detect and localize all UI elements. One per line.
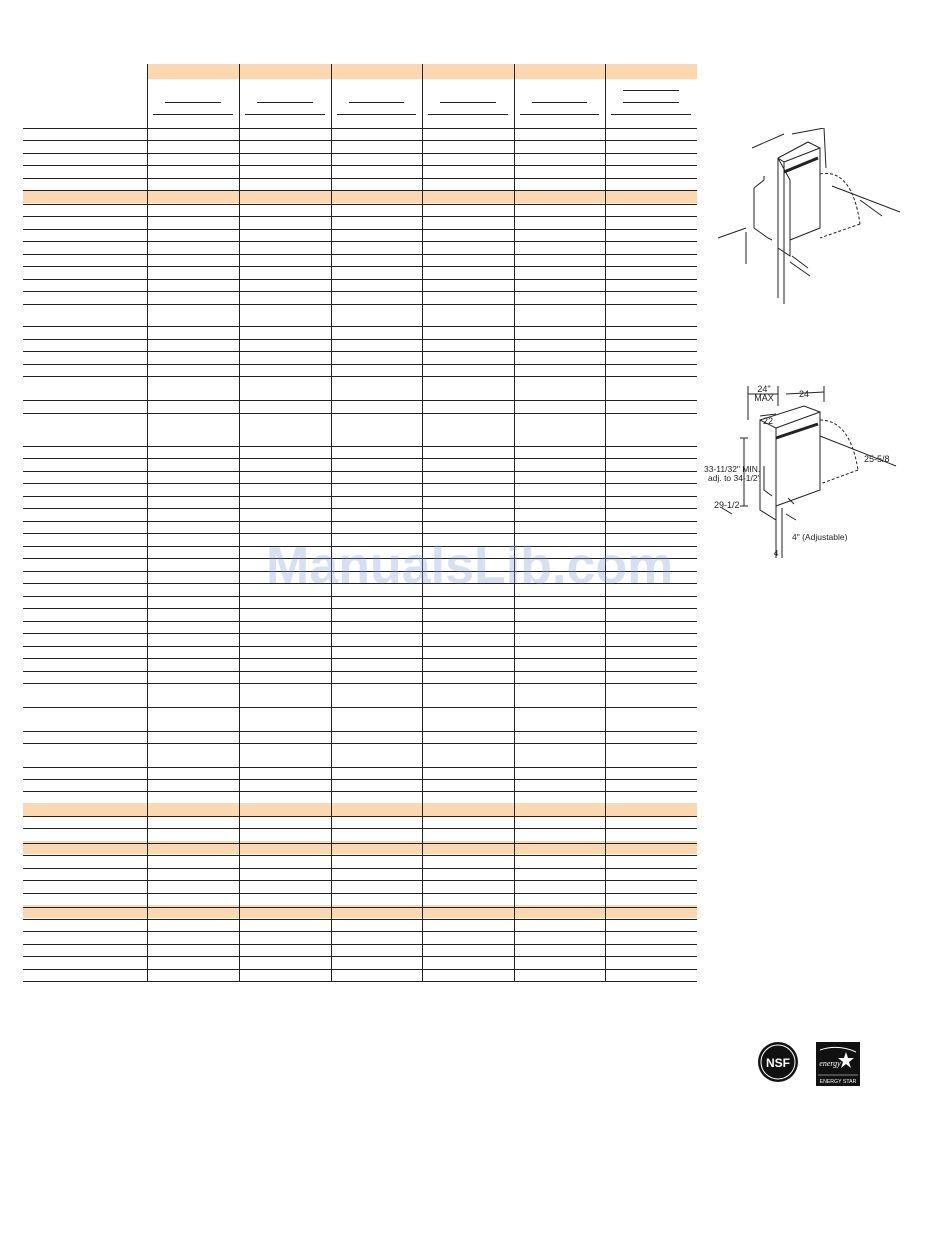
table-row-rule (23, 279, 697, 280)
height-adj-label: adj. to 34-1/2" (708, 473, 761, 483)
model-header-rule (440, 102, 496, 103)
model-header-rule (532, 102, 587, 103)
table-row-rule (23, 731, 697, 732)
table-row-rule (23, 633, 697, 634)
table-row-rule (23, 533, 697, 534)
door-swing-label: 25-5/8 (864, 454, 890, 464)
lower-height-label: 29-1/2 (714, 500, 740, 510)
table-row-rule (23, 376, 697, 377)
table-row-rule (23, 646, 697, 647)
table-row-rule (23, 919, 697, 920)
max-word-label: MAX (754, 393, 774, 403)
model-header-rule (337, 114, 416, 115)
table-row-rule (23, 178, 697, 179)
table-row-rule (23, 583, 697, 584)
table-row-rule (23, 521, 697, 522)
table-row-rule (23, 216, 697, 217)
table-row-rule (23, 558, 697, 559)
table-column-rule (514, 64, 515, 981)
table-row-rule (23, 743, 697, 744)
table-row-rule (23, 546, 697, 547)
model-header-rule (153, 114, 233, 115)
model-header-rule (428, 114, 508, 115)
table-row-rule (23, 351, 697, 352)
nsf-logo (756, 1040, 800, 1084)
table-row-rule (23, 304, 697, 305)
table-row-rule (23, 241, 697, 242)
table-row-rule (23, 931, 697, 932)
depth-label: 24 (798, 389, 810, 399)
table-row-rule (23, 254, 697, 255)
table-row-rule (23, 339, 697, 340)
table-column-rule (147, 64, 148, 981)
table-row-rule (23, 707, 697, 708)
table-row-rule (23, 128, 697, 129)
table-row-rule (23, 658, 697, 659)
table-column-rule (422, 64, 423, 981)
table-row-rule (23, 229, 697, 230)
table-row-rule (23, 791, 697, 792)
table-row-rule (23, 413, 697, 414)
dishwasher-diagram-bottom (700, 380, 910, 560)
table-row-rule (23, 969, 697, 970)
table-row-rule (23, 446, 697, 447)
table-row-rule (23, 458, 697, 459)
table-row-rule (23, 291, 697, 292)
table-row-rule (23, 204, 697, 205)
energy-star-logo (816, 1042, 860, 1086)
table-row-rule (23, 471, 697, 472)
table-row-rule (23, 508, 697, 509)
max-width-label: 24" (757, 384, 771, 394)
table-row-rule (23, 944, 697, 945)
table-row-rule (23, 266, 697, 267)
dishwasher-diagram-top (712, 128, 908, 308)
table-row-rule (23, 621, 697, 622)
table-row-rule (23, 326, 697, 327)
toe-label: 4 (773, 548, 779, 558)
leg-label: 4" (Adjustable) (792, 532, 848, 542)
table-column-rule (239, 64, 240, 981)
model-header-rule (520, 114, 599, 115)
table-row-rule (23, 855, 697, 856)
table-row-rule (23, 907, 697, 908)
table-row-rule (23, 981, 697, 982)
energy-star-text: ENERGY STAR (819, 1079, 857, 1085)
table-row-rule (23, 893, 697, 894)
model-header-rule (623, 90, 679, 91)
inner-depth-label: 22 (762, 416, 774, 426)
table-row-rule (23, 767, 697, 768)
table-row-rule (23, 140, 697, 141)
table-row-rule (23, 816, 697, 817)
table-row-rule (23, 868, 697, 869)
model-header-rule (611, 114, 691, 115)
height-min-label: 33-11/32" MIN. (704, 464, 761, 474)
table-row-rule (23, 683, 697, 684)
table-row-rule (23, 596, 697, 597)
table-row-rule (23, 956, 697, 957)
table-row-rule (23, 364, 697, 365)
model-header-rule (245, 114, 325, 115)
section-band-label (23, 190, 147, 203)
table-row-rule (23, 828, 697, 829)
table-row-rule (23, 483, 697, 484)
table-row-rule (23, 165, 697, 166)
energy-script-text: energy (819, 1059, 841, 1068)
nsf-logo-text: NSF (766, 1056, 790, 1070)
table-row-rule (23, 190, 697, 191)
table-row-rule (23, 608, 697, 609)
table-row-rule (23, 671, 697, 672)
model-header-rule (257, 102, 313, 103)
table-row-rule (23, 153, 697, 154)
table-row-rule (23, 571, 697, 572)
table-row-rule (23, 843, 697, 844)
model-header-rule (623, 102, 679, 103)
table-column-rule (331, 64, 332, 981)
table-row-rule (23, 496, 697, 497)
table-row-rule (23, 880, 697, 881)
section-band-label (23, 803, 147, 816)
model-header-rule (165, 102, 221, 103)
table-column-rule (605, 64, 606, 981)
model-header-rule (349, 102, 404, 103)
watermark-text: ManualsLib.com (266, 537, 674, 595)
table-row-rule (23, 779, 697, 780)
table-row-rule (23, 400, 697, 401)
